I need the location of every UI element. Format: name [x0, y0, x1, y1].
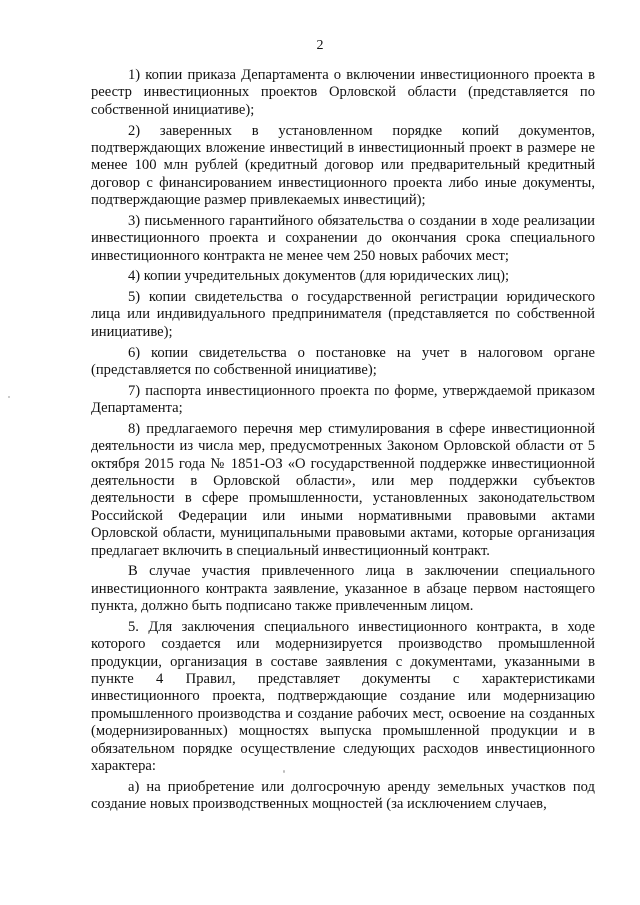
list-item-1: 1) копии приказа Департамента о включении инвестиционного проекта в реестр инвестиционных проектов Орловской области (представляется по собственной инициативе); [91, 67, 595, 118]
clause-5-paragraph: 5. Для заключения специального инвестиционного контракта, в ходе которого создается или модернизируется производство промышленной продукции, организация в составе заявления с документами, указанными в пункте 4 Правил, представляет документы с характеристиками инвестиционного проекта, подтверждающие создание или модернизацию промышленного производства и создание рабочих мест, освоение на созданных (модернизированных) мощностях выпуска промышленной продукции и в обязательном порядке осуществление следующих расходов инвестиционного характера: [91, 618, 595, 775]
scan-speck [8, 396, 10, 398]
list-item-7: 7) паспорта инвестиционного проекта по форме, утверждаемой приказом Департамента; [91, 382, 595, 417]
scan-speck [283, 770, 285, 773]
attracted-party-paragraph: В случае участия привлеченного лица в заключении специального инвестиционного контракта заявление, указанное в абзаце первом настоящего пункта, должно быть подписано также привлеченным лицом. [91, 563, 595, 615]
list-item-2: 2) заверенных в установленном порядке копий документов, подтверждающих вложение инвестиций в инвестиционный проект в размере не менее 100 млн рублей (кредитный договор или предварительный кредитный договор с финансированием инвестиционного проекта либо иные документы, подтверждающие размер привлекаемых инвестиций); [91, 122, 595, 209]
list-item-5: 5) копии свидетельства о государственной регистрации юридического лица или индивидуального предпринимателя (представляется по собственной инициативе); [91, 289, 595, 340]
list-item-4: 4) копии учредительных документов (для юридических лиц); [128, 268, 510, 285]
list-item-3: 3) письменного гарантийного обязательства о создании в ходе реализации инвестиционного проекта и сохранении до окончания срока специального инвестиционного контракта не менее чем 250 новых рабочих мест; [91, 212, 595, 264]
document-body [91, 67, 595, 817]
list-item-6: 6) копии свидетельства о постановке на учет в налоговом органе (представляется по собственной инициативе); [91, 344, 595, 378]
page-number: 2 [316, 38, 324, 53]
list-item-8: 8) предлагаемого перечня мер стимулирования в сфере инвестиционной деятельности из числа мер, предусмотренных Законом Орловской области от 5 октября 2015 года № 1851-ОЗ «О государственной поддержке инвестиционной деятельности в Орловской области», или мер поддержки субъектов деятельности в сфере промышленности, установленных законодательством Российской Федерации или иными нормативными правовыми актами Орловской области, муниципальными правовыми актами, которые организация предлагает включить в специальный инвестиционный контракт. [91, 420, 595, 559]
subitem-a-paragraph: а) на приобретение или долгосрочную аренду земельных участков под создание новых производственных мощностей (за исключением случаев, [91, 778, 595, 813]
